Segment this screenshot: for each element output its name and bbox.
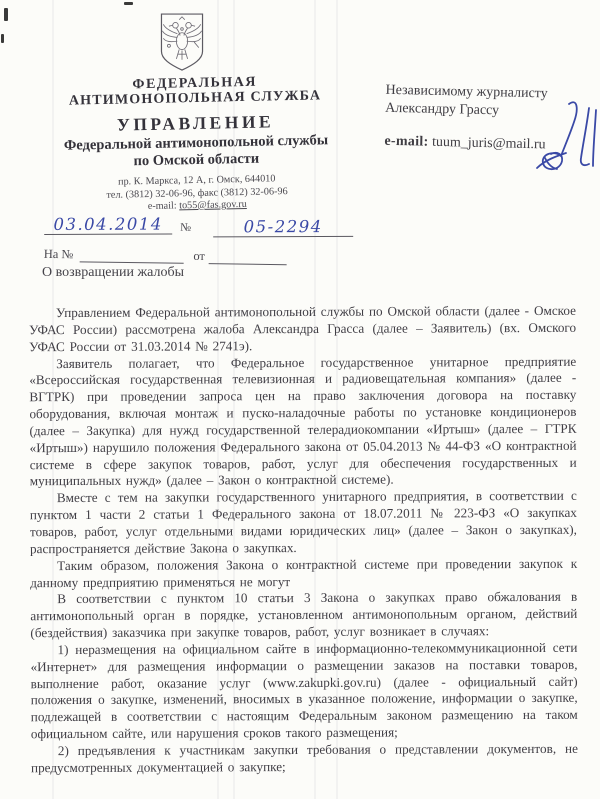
letterhead-address: пр. К. Маркса, 12 А, г. Омск, 644010 xyxy=(117,173,276,188)
outgoing-date-field: 03.04.2014 xyxy=(44,215,172,235)
recipient-line2: Александру Грассу xyxy=(385,100,500,118)
reply-reference-row xyxy=(44,236,354,266)
reference-block xyxy=(44,210,355,266)
coat-of-arms-icon xyxy=(154,11,210,75)
signature-scribble-icon xyxy=(533,98,600,178)
outgoing-row xyxy=(44,210,354,238)
dept-name-line2: Федеральной антимонопольной службы xyxy=(63,132,329,154)
dept-name-line1: УПРАВЛЕНИЕ xyxy=(116,111,275,135)
outgoing-number-field: 05-2294 xyxy=(213,217,353,237)
letterhead-phone: тел. (3812) 32-06-96, факс (3812) 32-06-96 xyxy=(106,185,288,201)
body-paragraph: 2) предъявления к участникам закупки требования о представлении документов, не предусмотренных документацией о закупке; xyxy=(30,740,578,775)
reply-number-blank xyxy=(79,261,183,263)
body-paragraph: В соответствии с пунктом 10 статьи 3 Закона о закупках право обжалования в антимонопольный орган в порядке, установленном антимонопольным органом, действий (бездействия) заказчика при закупке товаров, работ, услуг возникает в случаях: xyxy=(30,589,578,641)
body-paragraph: Заявитель полагает, что Федеральное государственное унитарное предприятие «Всероссийская государственная телевизионная и радиовещательная компания» (далее - ВГТРК) при проведении запроса цен на право заключения договора на поставку оборудования, включая монтаж и пуско-наладочные работы по установке кондиционеров (далее – Закупка) для нужд государственной телерадиокомпании «Иртыш» (далее – ГТРК «Иртыш») нарушило положения Федерального закона от 05.04.2013 № 44-ФЗ «О контрактной системе в сфере закупок товаров, работ, услуг для обеспечения государственных и муниципальных нужд» (далее – Закон о контрактной системе). xyxy=(29,353,577,489)
scan-speck xyxy=(1,34,4,43)
dept-name-line3: по Омской области xyxy=(133,150,260,170)
letter-body xyxy=(29,303,578,777)
body-paragraph: Управлением Федеральной антимонопольной службы по Омской области (далее - Омское УФАС России) рассмотрена жалоба Александра Грасса (далее – Заявитель) (вх. Омского УФАС России от 31.03.2014 № 2741э). xyxy=(29,302,577,354)
reply-number-label: На № xyxy=(43,246,74,262)
reply-date-label: от xyxy=(193,248,206,264)
letterhead xyxy=(17,72,376,216)
body-paragraph: Вместе с тем на закупки государственного унитарного предприятия, в соответствии с пунктом 1 части 2 статьи 1 Федерального закона от 18.07.2011 № 223-ФЗ «О закупках товаров, работ, услуг отдельными видами юридических лиц» (далее – Закон о закупках), распространяется действие Закона о закупках. xyxy=(29,488,577,557)
org-name-line1: ФЕДЕРАЛЬНАЯ xyxy=(132,74,258,93)
scan-speck xyxy=(4,8,8,21)
subject-line: О возвращении жалобы xyxy=(42,265,184,280)
letterhead-email: e-mail: to55@fas.gov.ru xyxy=(147,198,247,213)
org-name-line2: АНТИМОНОПОЛЬНАЯ СЛУЖБА xyxy=(68,88,322,109)
recipient-email: e-mail: tuum_juris@mail.ru xyxy=(384,133,546,153)
recipient-line1: Независимому журналисту xyxy=(385,82,548,102)
body-paragraph: Таким образом, положения Закона о контрактной системе при проведении закупок к данному предприятию применяться не могут xyxy=(30,555,578,590)
scan-speck xyxy=(124,2,133,5)
reply-date-blank xyxy=(209,263,287,265)
body-paragraph: 1) неразмещения на официальном сайте в информационно-телекоммуникационной сети «Интернет» для размещения информации о размещении заказов на поставки товаров, выполнение работ, оказание услуг (www.zakupki.gov.ru) (далее - официальный сайт) положения о закупке, изменений, вносимых в указанное положение, информации о закупке, подлежащей в соответствии с настоящим Федеральным законом размещению на таком официальном сайте, или нарушения сроков такого размещения; xyxy=(30,639,578,742)
number-sign: № xyxy=(180,221,192,234)
